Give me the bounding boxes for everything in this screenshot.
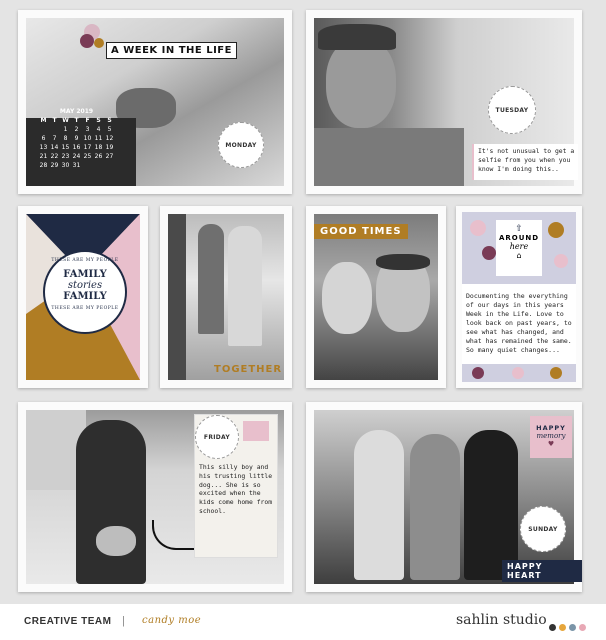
calendar-day: 8 bbox=[63, 135, 68, 142]
calendar-day bbox=[49, 125, 60, 134]
calendar-day: 1 bbox=[63, 126, 68, 133]
badge-ring-text-bottom: THESE ARE MY PEOPLE bbox=[51, 306, 119, 311]
pocket-monday bbox=[18, 10, 292, 194]
day-stamp-monday: MONDAY bbox=[218, 122, 264, 168]
calendar-day: 27 bbox=[105, 153, 114, 160]
calendar-weekday: F bbox=[85, 117, 90, 124]
pocket-around-here bbox=[456, 206, 582, 388]
calendar-day bbox=[82, 161, 93, 170]
calendar-day: 5 bbox=[107, 126, 112, 133]
calendar-weekday: T bbox=[74, 117, 79, 124]
calendar-day: 25 bbox=[83, 153, 92, 160]
creative-team-label: CREATIVE TEAM bbox=[24, 616, 112, 627]
calendar-day: 26 bbox=[94, 153, 103, 160]
calendar bbox=[38, 108, 115, 170]
pocket-tuesday bbox=[306, 10, 582, 194]
around-label-top: AROUND bbox=[498, 234, 540, 242]
around-here-label bbox=[496, 220, 542, 276]
calendar-day: 2 bbox=[74, 126, 79, 133]
badge-word-family-top: FAMILY bbox=[63, 269, 107, 280]
happy-heart-tag: HAPPY HEART bbox=[502, 560, 582, 582]
pocket-together bbox=[160, 206, 292, 388]
calendar-day: 3 bbox=[85, 126, 90, 133]
calendar-day: 9 bbox=[74, 135, 79, 142]
floral-card bbox=[462, 212, 576, 382]
calendar-weekday: M bbox=[40, 117, 47, 124]
calendar-day: 15 bbox=[61, 144, 70, 151]
calendar-day: 30 bbox=[61, 162, 70, 169]
home-icon: ⌂ bbox=[516, 251, 522, 260]
calendar-day: 28 bbox=[39, 162, 48, 169]
calendar-day bbox=[104, 161, 115, 170]
day-stamp-friday: FRIDAY bbox=[195, 415, 239, 459]
happy-label-bottom: memory bbox=[536, 432, 566, 440]
footer bbox=[0, 604, 606, 640]
calendar-day: 24 bbox=[72, 153, 81, 160]
together-tag: TOGETHER bbox=[214, 364, 283, 375]
floral-band-bottom bbox=[462, 364, 576, 382]
brand-dot-icon bbox=[559, 624, 566, 631]
author-name: candy moe bbox=[142, 615, 202, 626]
calendar-day: 4 bbox=[96, 126, 101, 133]
brand-dot-icon bbox=[569, 624, 576, 631]
around-label-bottom: here bbox=[509, 242, 529, 251]
calendar-day bbox=[93, 161, 104, 170]
footer-separator: | bbox=[122, 615, 125, 627]
calendar-day: 13 bbox=[39, 144, 48, 151]
pink-tab-icon bbox=[243, 421, 269, 441]
brand-name: sahlin studio bbox=[456, 612, 547, 628]
calendar-day bbox=[38, 125, 49, 134]
calendar-day: 31 bbox=[72, 162, 81, 169]
family-stories-card bbox=[26, 214, 140, 380]
pocket-good-times bbox=[306, 206, 446, 388]
good-times-tag: GOOD TIMES bbox=[314, 224, 408, 239]
calendar-day: 7 bbox=[52, 135, 57, 142]
happy-memory-label bbox=[530, 416, 572, 458]
brand-dot-icon bbox=[549, 624, 556, 631]
calendar-day: 17 bbox=[83, 144, 92, 151]
pocket-family-stories bbox=[18, 206, 148, 388]
calendar-day: 14 bbox=[50, 144, 59, 151]
journal-text-around-here: Documenting the everything of our days in this years Week in the Life. Love to look back on past years, to see what has changed, and what has remained the same. So many quiet changes... bbox=[466, 292, 572, 354]
badge-ring-text-top: THESE ARE MY PEOPLE bbox=[51, 258, 119, 263]
calendar-grid bbox=[38, 116, 115, 170]
calendar-day: 22 bbox=[50, 153, 59, 160]
calendar-day: 29 bbox=[50, 162, 59, 169]
journal-card-friday bbox=[194, 414, 278, 558]
calendar-day: 12 bbox=[105, 135, 114, 142]
happy-label-top: HAPPY bbox=[536, 424, 566, 432]
family-stories-badge bbox=[43, 250, 127, 334]
calendar-month: MAY 2019 bbox=[59, 108, 94, 115]
heart-icon: ♥ bbox=[547, 440, 555, 448]
calendar-day: 18 bbox=[94, 144, 103, 151]
calendar-weekday: T bbox=[52, 117, 57, 124]
brand-dots bbox=[546, 618, 586, 636]
calendar-day: 19 bbox=[105, 144, 114, 151]
calendar-day: 23 bbox=[61, 153, 70, 160]
journal-card-tuesday bbox=[472, 144, 578, 180]
calendar-day: 11 bbox=[94, 135, 103, 142]
location-pin-icon: ⇧ bbox=[515, 224, 523, 234]
calendar-weekday: S bbox=[107, 117, 112, 124]
calendar-day: 10 bbox=[83, 135, 92, 142]
title-label: A WEEK IN THE LIFE bbox=[106, 42, 237, 59]
calendar-day: 21 bbox=[39, 153, 48, 160]
pocket-friday bbox=[18, 402, 292, 592]
journal-text-friday: This silly boy and his trusting little dog... She is so excited when the kids come home from school. bbox=[199, 463, 273, 516]
day-stamp-sunday: SUNDAY bbox=[520, 506, 566, 552]
flower-cluster bbox=[80, 24, 106, 50]
journal-text-tuesday: It's not unusual to get a selfie from you when you know I'm doing this.. bbox=[478, 147, 575, 173]
badge-word-family-bottom: FAMILY bbox=[63, 291, 107, 302]
pocket-sunday bbox=[306, 402, 582, 592]
photo-store-aisle bbox=[168, 214, 284, 380]
calendar-weekday: W bbox=[62, 117, 69, 124]
brand-dot-icon bbox=[579, 624, 586, 631]
day-stamp-tuesday: TUESDAY bbox=[488, 86, 536, 134]
calendar-day: 6 bbox=[41, 135, 46, 142]
calendar-day: 16 bbox=[72, 144, 81, 151]
badge-word-stories: stories bbox=[67, 280, 103, 291]
calendar-weekday: S bbox=[96, 117, 101, 124]
